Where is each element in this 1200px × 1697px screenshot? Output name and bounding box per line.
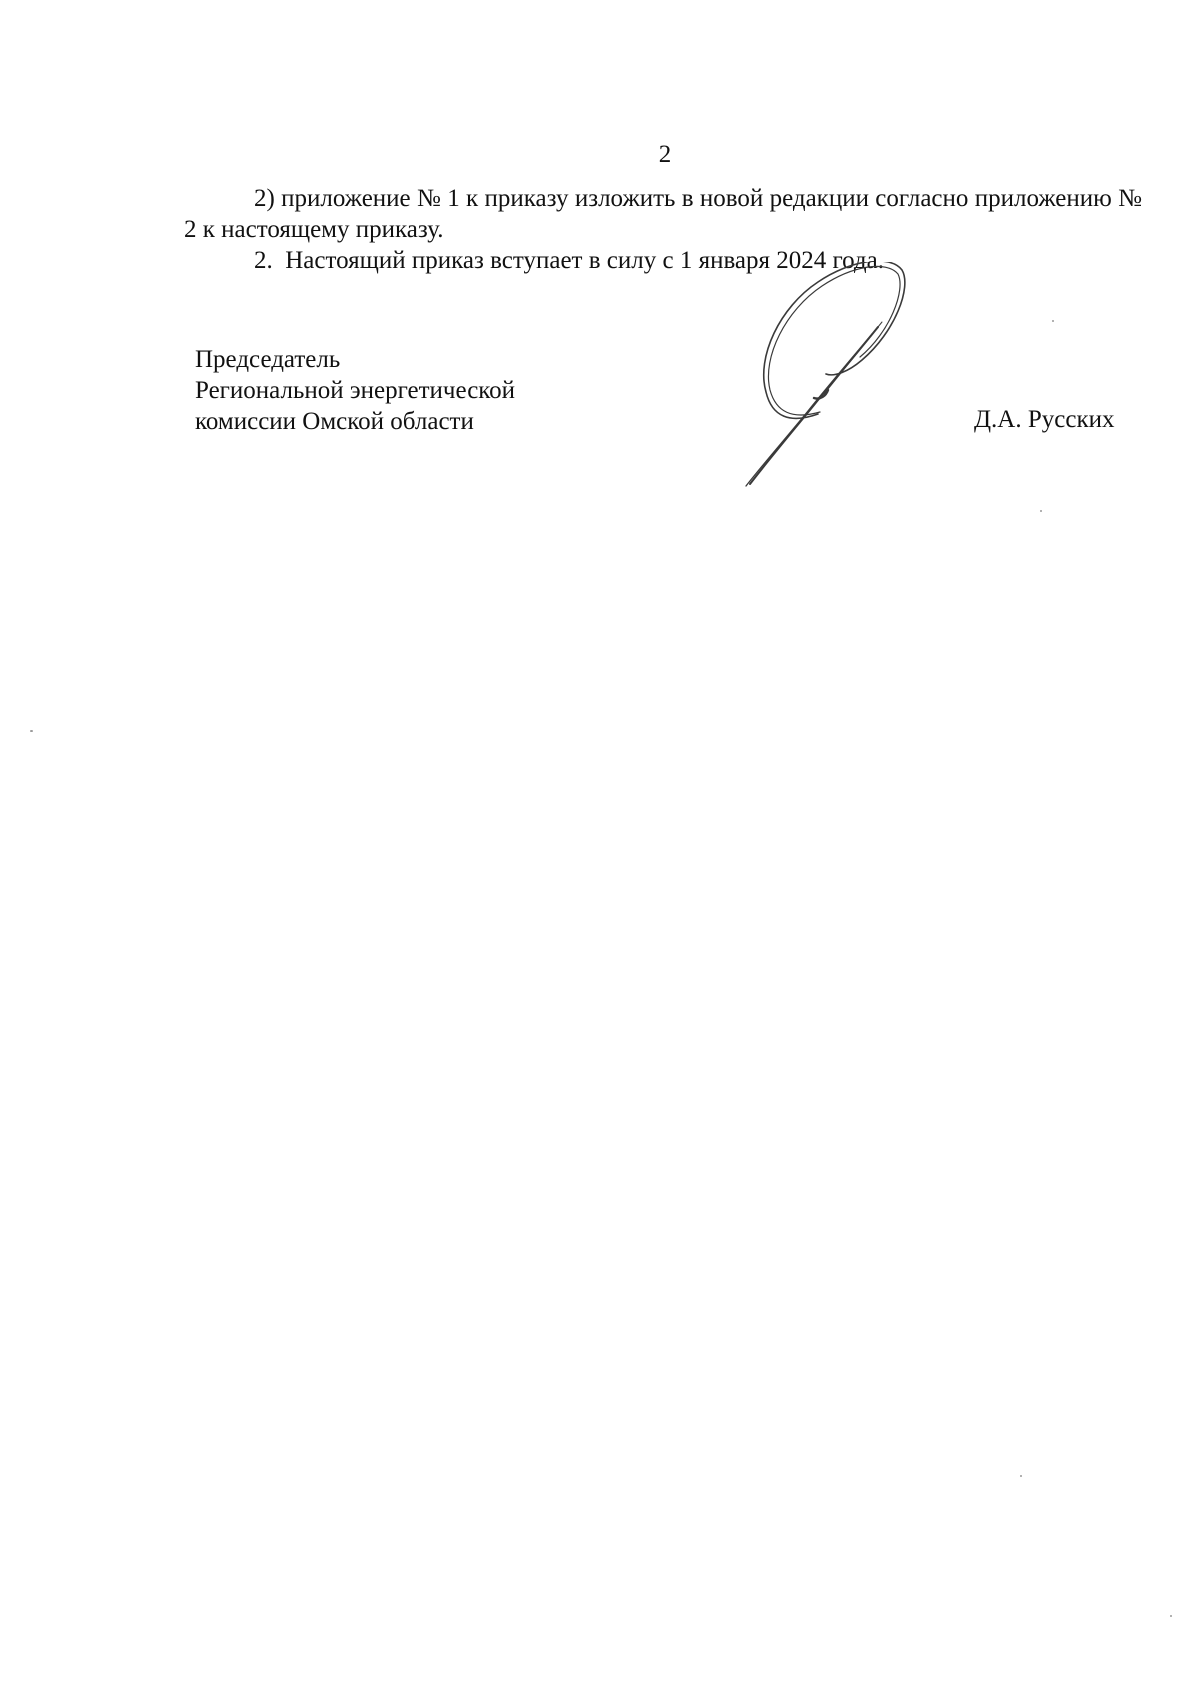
- signatory-position: [195, 344, 515, 437]
- position-line-region: комиссии Омской области: [195, 408, 474, 435]
- scan-speck: [30, 730, 33, 732]
- document-body: [184, 183, 1142, 276]
- paragraph-item-2: 2) приложение № 1 к приказу изложить в новой редакции согласно приложению № 2 к настоящему приказу.: [184, 185, 1142, 243]
- position-line-chairman: Председатель: [195, 346, 341, 373]
- scan-speck: [1040, 510, 1042, 512]
- signer-name: Д.А. Русских: [974, 406, 1115, 433]
- scan-speck: [1170, 1615, 1172, 1617]
- handwritten-signature-icon: [730, 262, 910, 487]
- scan-speck: [1052, 320, 1054, 322]
- position-line-commission: Региональной энергетической: [195, 377, 516, 404]
- page-number: 2: [658, 141, 672, 168]
- paragraph-point-2: 2. Настоящий приказ вступает в силу с 1 января 2024 года.: [254, 247, 884, 274]
- scan-speck: [1020, 1475, 1022, 1477]
